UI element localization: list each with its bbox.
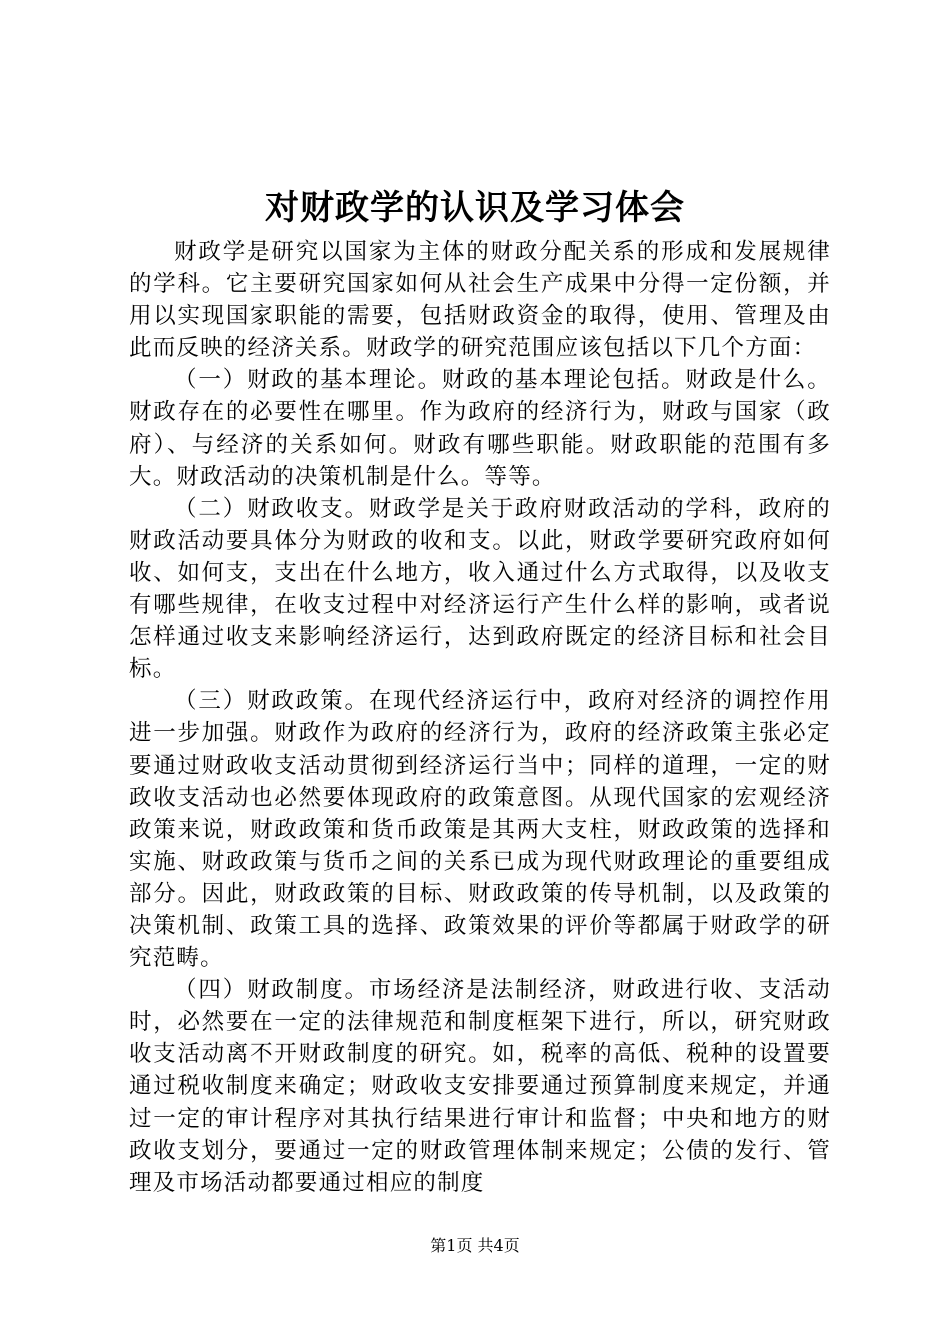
paragraph-basic-theory: （一）财政的基本理论。财政的基本理论包括。财政是什么。财政存在的必要性在哪里。作为政府的经济行为，财政与国家（政府）、与经济的关系如何。财政有哪些职能。财政职能的范围有多大。财政活动的决策机制是什么。等等。 — [129, 367, 831, 490]
paragraph-revenue-expenditure: （二）财政收支。财政学是关于政府财政活动的学科，政府的财政活动要具体分为财政的收和支。以此，财政学要研究政府如何收、如何支，支出在什么地方，收入通过什么方式取得，以及收支有哪些规律，在收支过程中对经济运行产生什么样的影响，或者说怎样通过收支来影响经济运行，达到政府既定的经济目标和社会目标。 — [129, 495, 831, 683]
page-number-footer: 第1页 共4页 — [430, 1236, 520, 1255]
document-title: 对财政学的认识及学习体会 — [265, 188, 685, 228]
paragraph-intro: 财政学是研究以国家为主体的财政分配关系的形成和发展规律的学科。它主要研究国家如何从社会生产成果中分得一定份额，并用以实现国家职能的需要，包括财政资金的取得，使用、管理及由此而反映的经济关系。财政学的研究范围应该包括以下几个方面： — [129, 239, 831, 362]
paragraph-fiscal-policy: （三）财政政策。在现代经济运行中，政府对经济的调控作用进一步加强。财政作为政府的经济行为，政府的经济政策主张必定要通过财政收支活动贯彻到经济运行当中；同样的道理，一定的财政收支活动也必然要体现政府的政策意图。从现代国家的宏观经济政策来说，财政政策和货币政策是其两大支柱，财政政策的选择和实施、财政政策与货币之间的关系已成为现代财政理论的重要组成部分。因此，财政政策的目标、财政政策的传导机制，以及政策的决策机制、政策工具的选择、政策效果的评价等都属于财政学的研究范畴。 — [129, 688, 831, 972]
paragraph-fiscal-system: （四）财政制度。市场经济是法制经济，财政进行收、支活动时，必然要在一定的法律规范和制度框架下进行，所以，研究财政收支活动离不开财政制度的研究。如，税率的高低、税种的设置要通过税收制度来确定；财政收支安排要通过预算制度来规定，并通过一定的审计程序对其执行结果进行审计和监督；中央和地方的财政收支划分，要通过一定的财政管理体制来规定；公债的发行、管理及市场活动都要通过相应的制度 — [129, 977, 831, 1196]
document-body — [129, 236, 831, 1199]
